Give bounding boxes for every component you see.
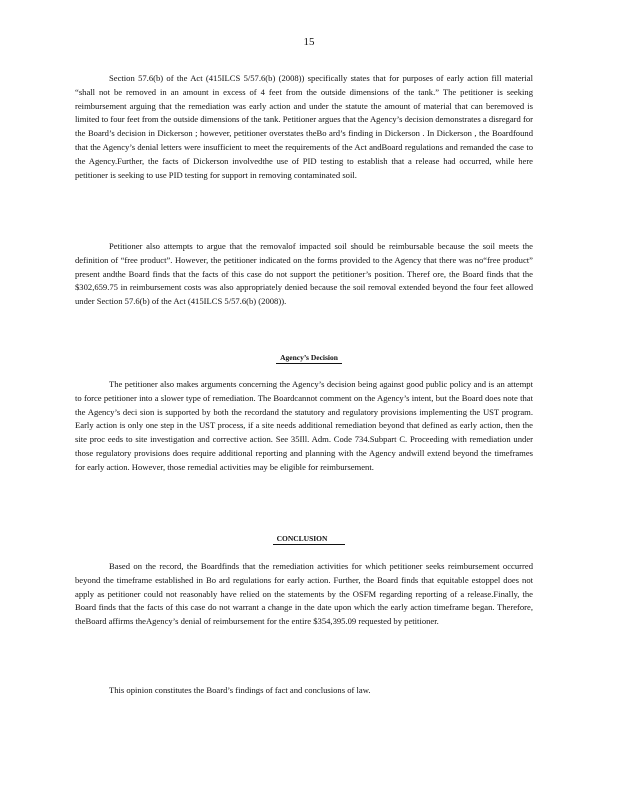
heading-text: CONCLUSION xyxy=(273,534,346,545)
section-heading-agency-decision xyxy=(0,353,618,364)
paragraph-public-policy: The petitioner also makes arguments concerning the Agency’s decision being against good public policy and is an attempt to force petitioner into a slower type of remediation. The Boardcannot comment on the Agency’s intent, but the Board does note that the Agency’s deci sion is supported by both the recordand the statutory and regulatory provisions implementing the UST program. Early action is only one step in the UST process, if a site needs additional remediation beyond that defined as early action, then the site proc eeds to site investigation and corrective action. See 35Ill. Adm. Code 734.Subpart C. Proceeding with remediation under those regulatory provisions does require additional reporting and planning with the Agency andwill extend beyond the timeframes for early action. However, those remedial activities may be eligible for reimbursement. xyxy=(75,379,533,472)
page-number: 15 xyxy=(303,36,315,48)
heading-text: Agency’s Decision xyxy=(276,353,342,364)
paragraph-free-product: Petitioner also attempts to argue that the removalof impacted soil should be reimbursable because the soil meets the definition of “free product”. However, the petitioner indicated on the forms provided to the Agency that there was no“free product” present andthe Board finds that the facts of this case do not support the petitioner’s position. Theref ore, the Board finds that the $302,659.75 in reimbursement costs was also appropriately denied because the soil removal extended beyond the four feet allowed under Section 57.6(b) of the Act (415ILCS 5/57.6(b) (2008)). xyxy=(75,241,533,307)
paragraph-conclusion: Based on the record, the Boardfinds that the remediation activities for which petitioner seeks reimbursement occurred beyond the timeframe established in Bo ard regulations for early action. Further, the Board finds that equitable estoppel does not apply as petitioner could not reasonably have relied on the statements by the OSFM regarding reporting of a release.Finally, the Board finds that the facts of this case do not warrant a change in the date upon which the early action timeframe began. Therefore, theBoard affirms theAgency’s denial of reimbursement for the entire $354,395.09 requested by petitioner. xyxy=(75,561,533,627)
paragraph-early-action-fill: Section 57.6(b) of the Act (415ILCS 5/57.6(b) (2008)) specifically states that for purposes of early action fill material “shall not be removed in an amount in excess of 4 feet from the outside dimensions of the tank.” The petitioner is seeking reimbursement arguing that the remediation was early action and under the statute the amount of material that can beremoved is limited to four feet from the outside dimensions of the tank. Petitioner argues that the Agency’s decision demonstrates a disregard for the Board’s decision in Dickerson ; however, petitioner overstates theBo ard’s finding in Dickerson . In Dickerson , the Boardfound that the Agency’s denial letters were insufficient to meet the requirements of the Act andBoard regulations and remanded the case to the Agency.Further, the facts of Dickerson involvedthe use of PID testing to establish that a release had occurred, while here petitioner is seeking to use PID testing for support in removing contaminated soil. xyxy=(75,73,533,180)
paragraph-closing: This opinion constitutes the Board’s findings of fact and conclusions of law. xyxy=(109,685,371,695)
section-heading-conclusion xyxy=(0,534,618,545)
